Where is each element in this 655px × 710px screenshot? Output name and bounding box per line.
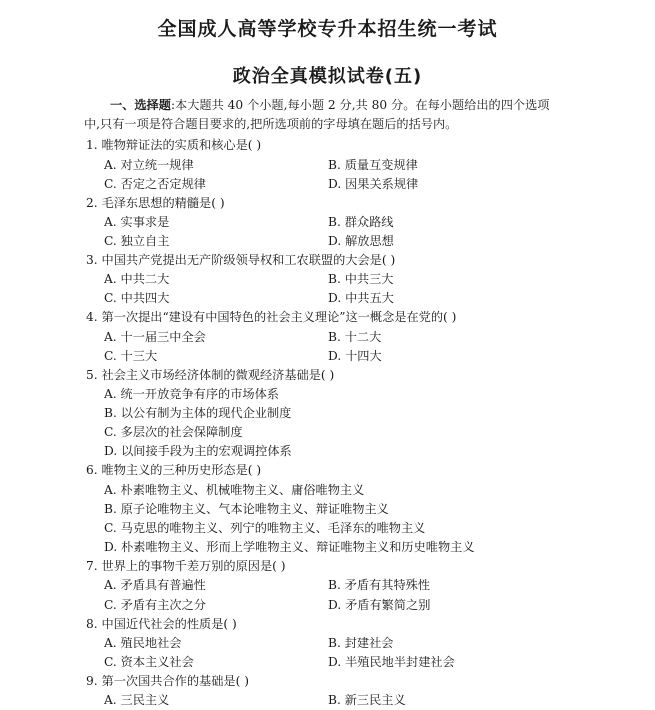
option-b: B. 中共三大 (328, 272, 394, 286)
question-stem: 8. 中国近代社会的性质是( ) (86, 617, 237, 631)
option-a: A. 殖民地社会 (104, 636, 182, 650)
question-stem: 4. 第一次提出“建设有中国特色的社会主义理论”这一概念是在党的( ) (86, 310, 457, 324)
option-c: C. 多层次的社会保障制度 (104, 425, 243, 439)
option-b: B. 群众路线 (328, 215, 394, 229)
instructions-text-1: :本大题共 40 个小题,每小题 2 分,共 80 分。在每小题给出的四个选项 (170, 98, 550, 112)
option-d: D. 以间接手段为主的宏观调控体系 (104, 444, 292, 458)
option-a: A. 统一开放竞争有序的市场体系 (104, 387, 279, 401)
question-stem: 2. 毛泽东思想的精髓是( ) (86, 196, 225, 210)
option-b: B. 以公有制为主体的现代企业制度 (104, 406, 292, 420)
option-b: B. 十二大 (328, 330, 382, 344)
option-b: B. 新三民主义 (328, 693, 406, 707)
exam-subtitle: 政治全真模拟试卷(五) (232, 66, 423, 87)
question-stem: 5. 社会主义市场经济体制的微观经济基础是( ) (86, 368, 335, 382)
option-b: B. 封建社会 (328, 636, 394, 650)
question-stem: 6. 唯物主义的三种历史形态是( ) (86, 463, 262, 477)
option-d: D. 中共五大 (328, 291, 394, 305)
instructions-line-2: 中,只有一项是符合题目要求的,把所选项前的字母填在题后的括号内。 (84, 117, 458, 131)
option-a: A. 实事求是 (104, 215, 170, 229)
option-c: C. 马克思的唯物主义、列宁的唯物主义、毛泽东的唯物主义 (104, 521, 426, 535)
instructions (86, 96, 578, 134)
option-d: D. 因果关系规律 (328, 177, 419, 191)
question-stem: 7. 世界上的事物千差万别的原因是( ) (86, 559, 286, 573)
question-stem: 9. 第一次国共合作的基础是( ) (86, 674, 249, 688)
option-c: C. 资本主义社会 (104, 655, 194, 669)
option-b: B. 原子论唯物主义、气本论唯物主义、辩证唯物主义 (104, 502, 389, 516)
option-c: C. 矛盾有主次之分 (104, 598, 206, 612)
option-a: A. 对立统一规律 (104, 158, 194, 172)
option-c: C. 十三大 (104, 349, 158, 363)
option-a: A. 十一届三中全会 (104, 330, 206, 344)
option-a: A. 矛盾具有普遍性 (104, 578, 206, 592)
option-b: B. 矛盾有其特殊性 (328, 578, 431, 592)
option-a: A. 中共二大 (104, 272, 170, 286)
option-d: D. 矛盾有繁简之别 (328, 598, 431, 612)
question-stem: 1. 唯物辩证法的实质和核心是( ) (86, 138, 262, 152)
option-c: C. 否定之否定规律 (104, 177, 206, 191)
option-d: D. 解放思想 (328, 234, 394, 248)
option-a: A. 三民主义 (104, 693, 170, 707)
option-d: D. 朴素唯物主义、形而上学唯物主义、辩证唯物主义和历史唯物主义 (104, 540, 475, 554)
question-stem: 3. 中国共产党提出无产阶级领导权和工农联盟的大会是( ) (86, 253, 396, 267)
option-c: C. 中共四大 (104, 291, 170, 305)
instructions-line-1 (86, 96, 578, 115)
section-heading: 一、选择题 (110, 98, 171, 112)
option-a: A. 朴素唯物主义、机械唯物主义、庸俗唯物主义 (104, 483, 365, 497)
option-d: D. 十四大 (328, 349, 382, 363)
option-c: C. 独立自主 (104, 234, 170, 248)
exam-title: 全国成人高等学校专升本招生统一考试 (157, 18, 498, 40)
option-d: D. 半殖民地半封建社会 (328, 655, 455, 669)
option-b: B. 质量互变规律 (328, 158, 418, 172)
